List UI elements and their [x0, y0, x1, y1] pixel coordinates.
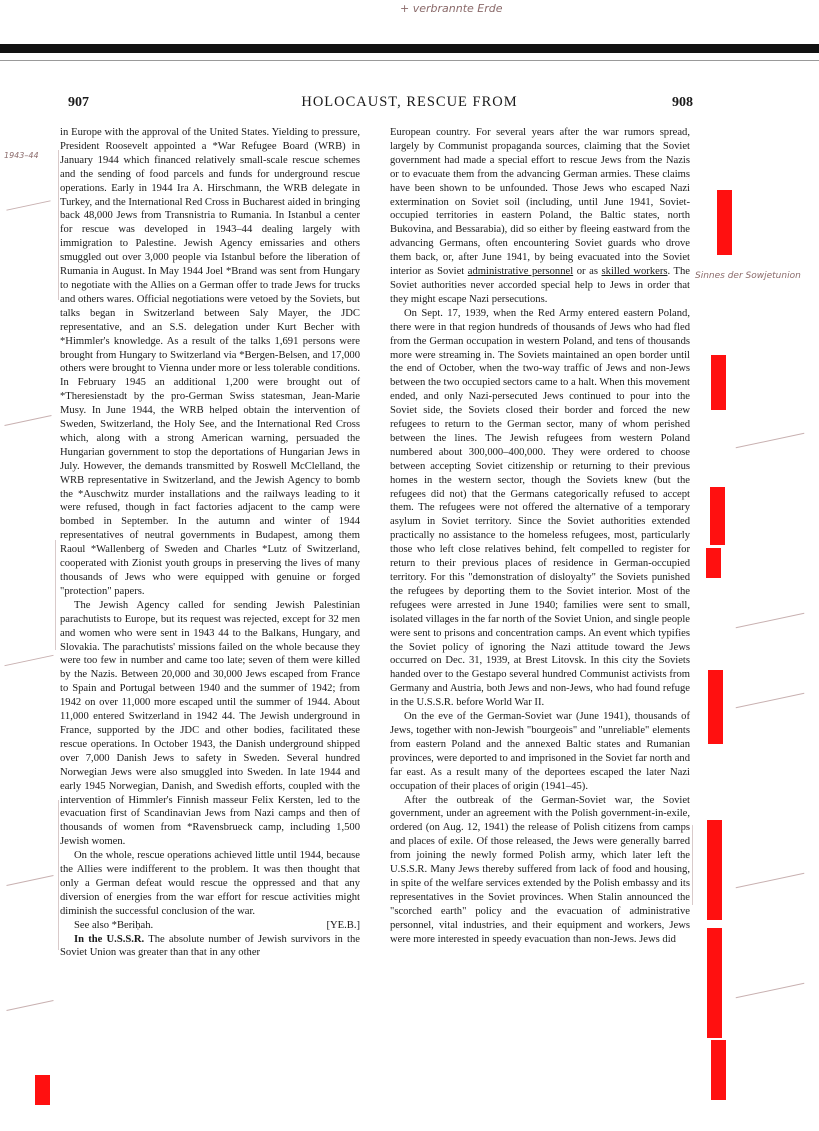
left-paragraph-2: The Jewish Agency called for sending Jewish Palestinian parachutists to Europe, but its request was rejected, except for 32 men and women who were sent in 1943 44 to the Balkans, Hungary, and Slovakia. The parachutists' missions failed on the whole because they were too few in number and came too late; seven of them were killed by the Nazis. Between 20,000 and 30,000 Jews escaped from France to Spain and Portugal between 1940 and the summer of 1942; from 1942 on over 11,000 more escaped until the summer of 1944. About 11,000 entered Switzerland in 1942 44. The Jewish underground in France, supported by the JDC and other bodies, facilitated these rescue operations. In October 1943, the Danish underground shipped over 7,000 Danish Jews to safety in Sweden. Several hundred Norwegian Jews were also smuggled into Sweden. In late 1944 and early 1945 Norwegian, Danish, and Swedish efforts, coupled with the intervention of Himmler's Finnish masseur Felix Kersten, led to the evacuation first of Scandinavian Jews from Nazi camps and then of thousands of women from *Ravensbrueck camp, including 1,500 Jewish women. [60, 599, 360, 848]
pencil-scribble [736, 983, 805, 999]
highlight-marker [710, 487, 725, 545]
right-paragraph-3: On the eve of the German-Soviet war (June 1941), thousands of Jews, together with non-Jewish "bourgeois" and "unreliable" elements from eastern Poland and the annexed Baltic states and Rumanian provinces, were deported to and imprisoned in the Soviet far north and far east. As a result many of the deportees escaped the later Nazi occupation of their places of origin (1941–45). [390, 711, 690, 792]
right-paragraph-4: After the outbreak of the German-Soviet war, the Soviet government, under an agreement with the Polish government-in-exile, ordered (on Aug. 12, 1941) the release of Polish citizens from camps and places of exile. Of those released, the Jews were generally barred from joining the newly formed Polish army, which later left the U.S.S.R. Many Jews thereby suffered from lack of food and housing, in spite of the welfare services extended by the Polish embassy and its representatives in the Soviet provinces. When Stalin announced the "scorched earth" policy and the evacuation of administrative personnel, vital industries, and their equipment and workers, Jews were more interested in speedy evacuation than non-Jews. Jews did [390, 794, 690, 945]
pencil-bracket [58, 800, 59, 950]
top-rule-thin [0, 60, 819, 61]
highlight-marker [708, 670, 723, 744]
pencil-scribble [6, 1000, 53, 1011]
left-paragraph-3: On the whole, rescue operations achieved little until 1944, because the Allies were indifferent to the problem. It was then thought that only a German defeat would rescue the oppressed and that any diversion of energies from the war effort for rescue activities might diminish the successful conclusion of the war. [60, 850, 360, 917]
right-paragraph-2: On Sept. 17, 1939, when the Red Army entered eastern Poland, there were in that region hundreds of thousands of Jews who had fled from the German occupation in western Poland, and tens of thousands more were streaming in. The Soviets maintained an open border until the end of October, when the two-way traffic of Jews and non-Jews between the two occupied sectors came to a halt. When this movement ended, and only Nazi-persecuted Jews continued to pour into the Soviet side, the Soviets closed their border and forced the new refugees to return to the German sector, many of whom perished between the lines. The Jewish refugees from western Poland numbered about 300,000–400,000. They were ordered to choose between accepting Soviet citizenship or returning to their previous homes in the western sector, though the Soviets knew (but the refugees did not) that the Germans categorically refused to accept them. The refugees were not offered the alternative of a temporary asylum in Soviet territory. Since the Soviet authorities extended practically no assistance to the homeless refugees, most, particularly those who left close relatives behind, felt compelled to register for return to their previous places of residence in German-occupied territory. For this "demonstration of disloyalty" the Soviets punished the refugees by deporting them to the Soviet interior. Most of the refugees were arrested in June 1940; families were sent to small, isolated villages in the far north of the Soviet Union, and single people were sent to prisons and concentration camps. An event which typifies the Soviet policy of ignoring the Nazi attitude toward the Jews occurred on Dec. 31, 1939, at Brest Litovsk. In this city the Soviets handed over to the Gestapo several hundred Communist activists from Germany and Austria, both Jews and non-Jews, who had found refuge in the U.S.S.R. before World War II. [390, 307, 690, 709]
left-paragraph-4-text: The absolute number of Jewish survivors in the Soviet Union was greater than that in any other [60, 933, 360, 959]
underlined-skilled-workers: skilled workers [601, 266, 668, 278]
highlight-marker [707, 928, 722, 1038]
pencil-scribble [736, 433, 805, 449]
highlight-marker [35, 1075, 50, 1105]
pencil-scribble [4, 655, 53, 666]
pencil-scribble [6, 200, 50, 210]
running-title: HOLOCAUST, RESCUE FROM [301, 94, 518, 110]
pencil-scribble [6, 875, 53, 886]
highlight-marker [707, 820, 722, 920]
left-column [60, 126, 360, 960]
author-signature: [YE.B.] [326, 919, 360, 931]
pencil-bracket [55, 540, 56, 650]
right-paragraph-1-a: European country. For several years after the war rumors spread, largely by Communist propaganda sources, claiming that the Soviet government had made a special effort to rescue Jews from the Nazis or to evacuate them from the advancing German armies. These claims have been shown to be unfounded. Those Jews who escaped Nazi extermination on Soviet soil (including, until June 1941, Soviet-occupied territories in eastern Poland, the Baltic states, north Bukovina, and Bessarabia), did so either by fleeing eastward from the advancing Germans, often encountering Soviet guards who drove them back, or, after June 1941, by being evacuated into the Soviet interior as Soviet [390, 127, 690, 278]
see-also-link[interactable]: See also *Beriḥah. [74, 919, 154, 931]
pencil-scribble [736, 613, 805, 629]
page-number-left: 907 [68, 95, 89, 110]
right-paragraph-1-c: . The Soviet authorities never accorded special help to Jews in order that they might escape Nazi persecutions. [390, 266, 690, 305]
handwritten-note: + verbrannte Erde [400, 2, 503, 15]
left-paragraph-1: in Europe with the approval of the United States. Yielding to pressure, President Roosevelt appointed a *War Refugee Board (WRB) in January 1944 which financed relatively small-scale rescue schemes and the sending of food parcels and funds for underground rescue operations. Early in 1944 Ira A. Hirschmann, the WRB delegate in Turkey, and the International Red Cross in Bucharest aided in bringing back 48,000 Jews from Transnistria to Rumania. In Istanbul a center for rescue was developed in 1943–44 dealing largely with immigration to Palestine. Jewish Agency emissaries and others smuggled out over 3,000 people via Istanbul before the liberation of Rumania in August. In May 1944 Joel *Brand was sent from Hungary to negotiate with the Allies on a German offer to trade Jews for trucks and others wares. Official negotiations were vetoed by the Soviets, but talks began in Switzerland between Saly Mayer, the JDC representative, and an S.S. delegation under Kurt Becher with *Himmler's knowledge. As a result of the talks 1,691 persons were brought from Hungary to Switzerland via *Bergen-Belsen, and 17,000 others were brought to Vienna under more or less tolerable conditions. In February 1945 an additional 1,200 were brought out of *Theresienstadt by the pro-German Swiss statesman, Jean-Marie Musy. In June 1944, the WRB helped obtain the intervention of Sweden, Switzerland, the Holy See, and the International Red Cross which, along with a strong American warning, persuaded the Hungarian government to stop the deportations of Hungarian Jews in July. However, the demands transmitted by Roswell McClelland, the WRB representative in Switzerland, and the Jewish Agency to bomb the *Auschwitz murder installations and the railways leading to it were refused, though in fact factories adjacent to the camp were bombed in September. In the autumn and winter of 1944 representatives of neutral governments in Budapest, among them Raoul *Wallenberg of Sweden and Charles *Lutz of Switzerland, cooperated with Zionist youth groups in preserving the lives of many thousands of Jews who were equipped with genuine or forged "protection" papers. [60, 127, 360, 597]
margin-note-right: Sinnes der Sowjetunion [695, 271, 801, 281]
left-paragraph-4 [60, 933, 360, 961]
pencil-scribble [736, 873, 805, 889]
pencil-scribble [736, 693, 805, 709]
highlight-marker [717, 190, 732, 255]
right-paragraph-1-b: or as [576, 266, 598, 278]
highlight-marker [711, 1040, 726, 1100]
margin-note-left: 1943–44 [4, 151, 39, 160]
right-paragraph-1 [390, 126, 690, 307]
highlight-marker [711, 355, 726, 410]
page-number-right: 908 [672, 95, 693, 110]
see-also-line [60, 919, 360, 933]
pencil-bracket [58, 150, 59, 300]
top-rule [0, 44, 819, 53]
highlight-marker [706, 548, 721, 578]
right-column [390, 126, 690, 946]
pencil-bracket [692, 825, 693, 905]
section-heading-ussr: In the U.S.S.R. [74, 933, 145, 945]
pencil-scribble [4, 415, 51, 426]
underlined-admin-personnel: administrative personnel [467, 266, 574, 278]
